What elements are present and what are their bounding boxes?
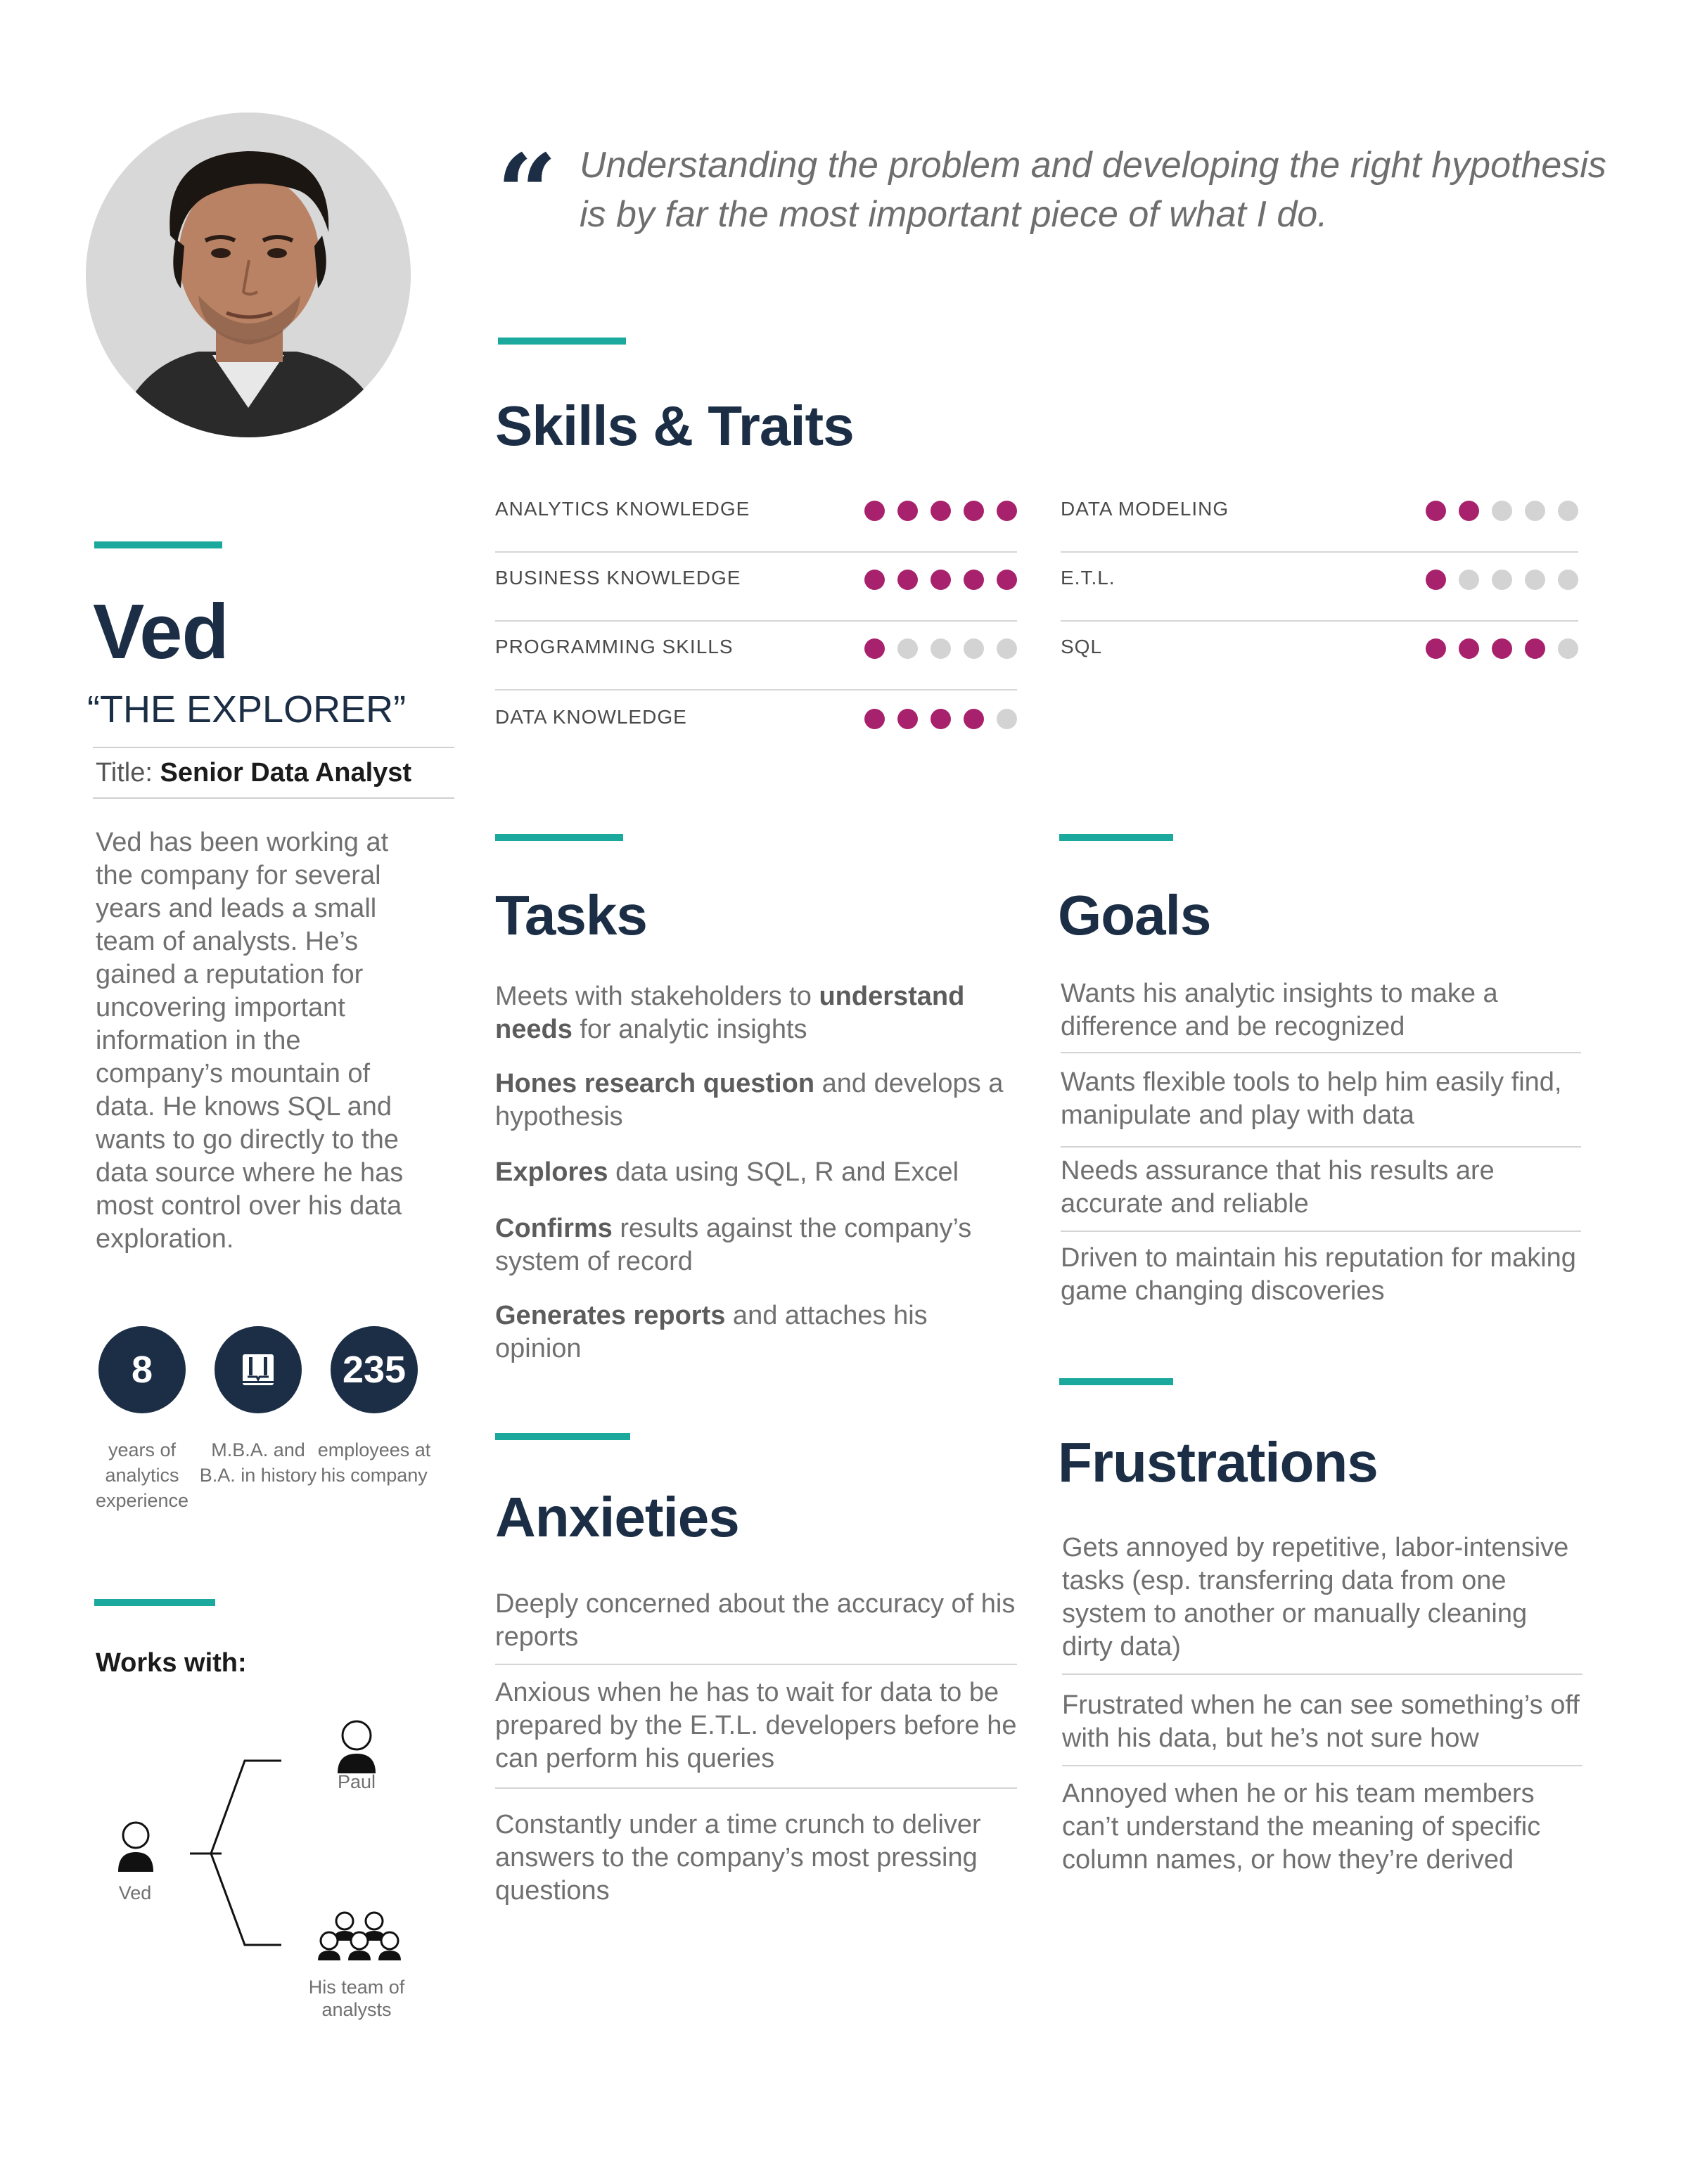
skill-name: DATA KNOWLEDGE bbox=[495, 706, 687, 728]
skill-rating bbox=[1426, 570, 1578, 590]
persona-title bbox=[93, 747, 454, 799]
task-item bbox=[495, 1156, 1016, 1189]
accent-bar bbox=[94, 541, 222, 548]
stat-degree-label: M.B.A. and B.A. in history bbox=[199, 1439, 317, 1486]
anxieties-item: Constantly under a time crunch to deliver answers to the company’s most pressing questions bbox=[495, 1810, 981, 1906]
rating-dot-filled bbox=[1459, 638, 1479, 659]
goals-item: Wants his analytic insights to make a difference and be recognized bbox=[1061, 977, 1581, 1053]
persona-nickname: “THE EXPLORER” bbox=[87, 688, 407, 731]
rating-dot-filled bbox=[864, 709, 885, 729]
rating-dot-empty bbox=[1492, 570, 1512, 590]
frustrations-item: Gets annoyed by repetitive, labor-intensive tasks (esp. transferring data from one system to another or manually cleaning dirty data) bbox=[1062, 1531, 1582, 1675]
person-label-self: Ved bbox=[118, 1882, 152, 1903]
anxieties-item: Anxious when he has to wait for data to be prepared by the E.T.L. developers before he can perform his queries bbox=[495, 1676, 1017, 1789]
task-item bbox=[495, 1067, 1016, 1133]
rating-dot-empty bbox=[897, 638, 918, 659]
rating-dot-empty bbox=[1459, 570, 1479, 590]
task-text: Meets with stakeholders to bbox=[495, 982, 819, 1011]
accent-bar bbox=[498, 338, 626, 345]
skill-row bbox=[495, 623, 1017, 690]
rating-dot-filled bbox=[931, 570, 951, 590]
rating-dot-filled bbox=[1426, 638, 1446, 659]
skill-row bbox=[1061, 623, 1578, 690]
task-item bbox=[495, 1212, 1016, 1278]
skill-row bbox=[495, 693, 1017, 761]
rating-dot-filled bbox=[964, 709, 984, 729]
accent-bar bbox=[495, 834, 623, 841]
skill-row bbox=[1061, 554, 1578, 622]
skill-rating bbox=[864, 501, 1017, 521]
rating-dot-filled bbox=[997, 570, 1017, 590]
rating-dot-empty bbox=[931, 638, 951, 659]
anxieties-title: Anxieties bbox=[495, 1486, 739, 1548]
rating-dot-filled bbox=[864, 638, 885, 659]
skill-name: SQL bbox=[1061, 636, 1103, 657]
persona-photo bbox=[86, 113, 411, 437]
works-with-diagram bbox=[91, 1709, 422, 2004]
rating-dot-empty bbox=[1558, 570, 1578, 590]
rating-dot-filled bbox=[931, 709, 951, 729]
frustrations-item: Annoyed when he or his team members can’t understand the meaning of specific column names, or how they’re derived bbox=[1062, 1779, 1541, 1875]
rating-dot-filled bbox=[864, 501, 885, 521]
person-label-top: Paul bbox=[337, 1771, 376, 1792]
task-text: and develops a hypothesis bbox=[495, 1069, 1004, 1131]
stat-employees-label: employees at his company bbox=[317, 1439, 431, 1486]
task-emphasis: understand needs bbox=[495, 982, 965, 1044]
skill-name: DATA MODELING bbox=[1061, 498, 1229, 520]
stat-years-label: years of analytics experience bbox=[95, 1439, 189, 1511]
rating-dot-empty bbox=[1525, 570, 1545, 590]
rating-dot-empty bbox=[1525, 501, 1545, 521]
skill-name: ANALYTICS KNOWLEDGE bbox=[495, 498, 750, 520]
frustrations-item: Frustrated when he can see something’s off with his data, but he’s not sure how bbox=[1062, 1689, 1582, 1766]
title-value: Senior Data Analyst bbox=[160, 758, 412, 788]
rating-dot-filled bbox=[1459, 501, 1479, 521]
accent-bar bbox=[94, 1599, 215, 1606]
skill-name: PROGRAMMING SKILLS bbox=[495, 636, 734, 657]
skill-row bbox=[1061, 485, 1578, 553]
rating-dot-filled bbox=[964, 570, 984, 590]
rating-dot-empty bbox=[1492, 501, 1512, 521]
accent-bar bbox=[495, 1433, 630, 1440]
skill-rating bbox=[864, 709, 1017, 729]
task-emphasis: Generates reports bbox=[495, 1301, 726, 1330]
works-with-title: Works with: bbox=[96, 1648, 247, 1678]
skill-row bbox=[495, 554, 1017, 622]
task-text: data using SQL, R and Excel bbox=[608, 1157, 959, 1187]
skill-name: E.T.L. bbox=[1061, 567, 1115, 589]
task-emphasis: Explores bbox=[495, 1157, 608, 1187]
rating-dot-filled bbox=[1426, 501, 1446, 521]
anxieties-item: Deeply concerned about the accuracy of his reports bbox=[495, 1588, 1017, 1665]
task-text: and attaches his opinion bbox=[495, 1301, 928, 1363]
rating-dot-empty bbox=[1558, 638, 1578, 659]
rating-dot-filled bbox=[1426, 570, 1446, 590]
goals-item: Wants flexible tools to help him easily find, manipulate and play with data bbox=[1061, 1066, 1581, 1148]
frustrations-title: Frustrations bbox=[1058, 1431, 1378, 1494]
stat-degree-circle bbox=[215, 1326, 302, 1413]
skill-rating bbox=[1426, 638, 1578, 659]
task-emphasis: Hones research question bbox=[495, 1069, 815, 1098]
task-text: for analytic insights bbox=[572, 1015, 807, 1044]
task-text: results against the company’s system of record bbox=[495, 1214, 972, 1276]
skill-rating bbox=[864, 570, 1017, 590]
task-emphasis: Confirms bbox=[495, 1214, 613, 1243]
skill-name: BUSINESS KNOWLEDGE bbox=[495, 567, 741, 589]
stat-employees-circle: 235 bbox=[331, 1326, 418, 1413]
accent-bar bbox=[1059, 834, 1173, 841]
person-label-bottom: His team of analysts bbox=[308, 1977, 405, 2020]
goals-title: Goals bbox=[1058, 884, 1211, 946]
goals-item: Needs assurance that his results are accurate and reliable bbox=[1061, 1155, 1581, 1232]
rating-dot-filled bbox=[964, 501, 984, 521]
rating-dot-filled bbox=[897, 709, 918, 729]
rating-dot-filled bbox=[997, 501, 1017, 521]
tasks-title: Tasks bbox=[495, 884, 647, 946]
quote-mark-icon: “ bbox=[497, 131, 558, 255]
person-icon bbox=[118, 1823, 153, 1872]
goals-item: Driven to maintain his reputation for making game changing discoveries bbox=[1061, 1243, 1576, 1306]
stat-years-circle: 8 bbox=[98, 1326, 186, 1413]
task-item bbox=[495, 980, 1016, 1046]
rating-dot-filled bbox=[864, 570, 885, 590]
persona-bio: Ved has been working at the company for several years and leads a small team of analysts. He’s gained a reputation for uncovering important information in the company’s mountain of data. He knows SQL and wants to go directly to the data source where he has most control over his data exploration. bbox=[96, 828, 404, 1254]
skills-title: Skills & Traits bbox=[495, 394, 854, 457]
rating-dot-filled bbox=[897, 501, 918, 521]
book-icon bbox=[240, 1351, 276, 1388]
rating-dot-filled bbox=[1525, 638, 1545, 659]
title-label: Title: bbox=[96, 758, 153, 788]
skill-row bbox=[495, 485, 1017, 553]
rating-dot-filled bbox=[897, 570, 918, 590]
accent-bar bbox=[1059, 1378, 1173, 1385]
rating-dot-empty bbox=[1558, 501, 1578, 521]
persona-name: Ved bbox=[93, 589, 229, 675]
rating-dot-empty bbox=[997, 709, 1017, 729]
skill-rating bbox=[864, 638, 1017, 659]
rating-dot-empty bbox=[964, 638, 984, 659]
persona-quote: Understanding the problem and developing the right hypothesis is by far the most important piece of what I do. bbox=[580, 145, 1606, 235]
person-icon bbox=[338, 1721, 376, 1773]
rating-dot-empty bbox=[997, 638, 1017, 659]
rating-dot-filled bbox=[1492, 638, 1512, 659]
task-item bbox=[495, 1299, 1016, 1366]
skill-rating bbox=[1426, 501, 1578, 521]
team-icon bbox=[318, 1913, 401, 1960]
rating-dot-filled bbox=[931, 501, 951, 521]
